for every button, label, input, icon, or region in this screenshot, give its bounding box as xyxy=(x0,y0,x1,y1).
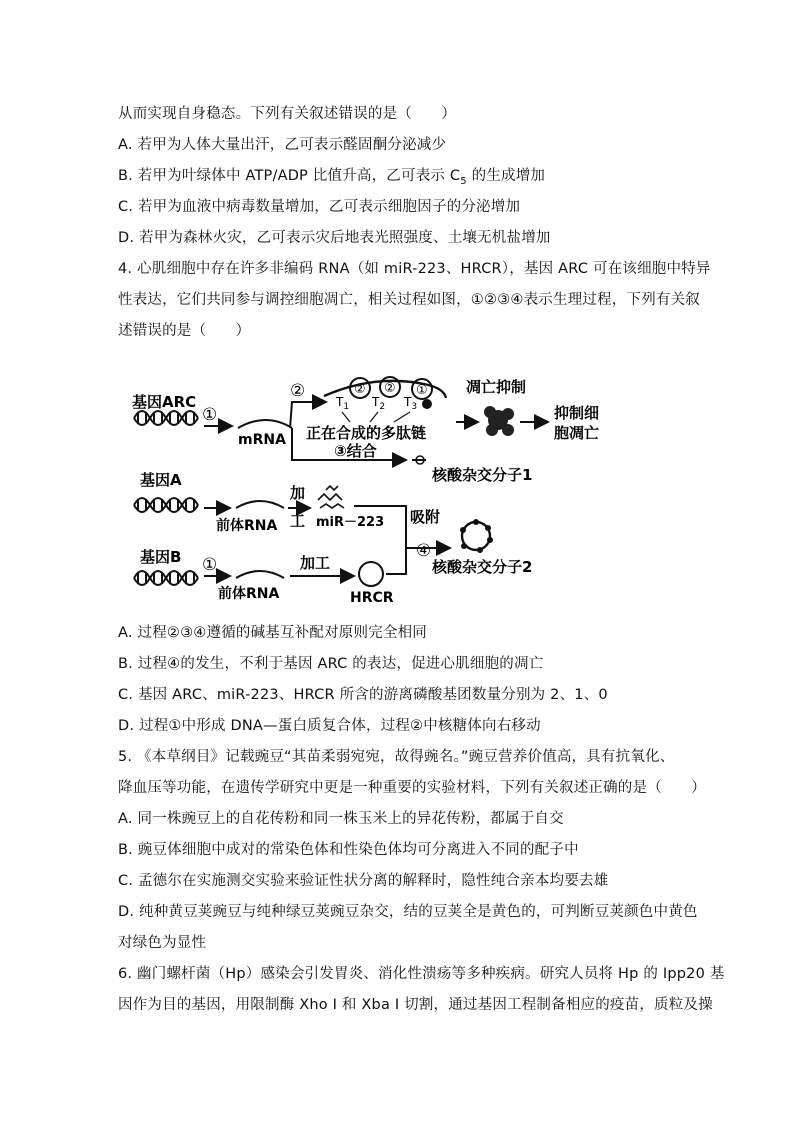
inhibit-apoptosis-line1: 抑制细 xyxy=(554,404,600,422)
q3-option-c: C. 若甲为血液中病毒数量增加，乙可表示细胞因子的分泌增加 xyxy=(118,199,521,215)
dna-helix-a-icon xyxy=(134,498,198,512)
nascent-chain-label: 正在合成的多肽链 xyxy=(306,424,427,442)
q3-option-a: A. 若甲为人体大量出汗，乙可表示醛固酮分泌减少 xyxy=(118,137,447,153)
q6-stem-line-1: 6. 幽门螺杆菌（Hp）感染会引发胃炎、消化性溃疡等多种疾病。研究人员将 Hp 的 Ipp20 基 xyxy=(118,966,725,982)
dna-helix-b-icon xyxy=(134,571,198,585)
gene-a-label: 基因A xyxy=(140,471,182,489)
process-a-label-1: 加 xyxy=(290,484,306,502)
t2-label: $T_2$ xyxy=(372,395,386,412)
ribosome-3-label: ① xyxy=(416,383,428,398)
t3-label: $T_3$ xyxy=(404,395,418,412)
mrna-label: mRNA xyxy=(238,432,286,448)
ribosome-2-label: ② xyxy=(384,381,396,396)
mrna-strand xyxy=(238,420,292,428)
q4-option-b: B. 过程④的发生，不利于基因 ARC 的表达，促进心肌细胞的凋亡 xyxy=(118,656,544,672)
pre-rna-b-strand xyxy=(236,571,284,578)
hrcr-circle-icon xyxy=(359,562,383,586)
intro-tail: 从而实现自身稳态。下列有关叙述错误的是（ ） xyxy=(118,106,457,122)
t1-pointer xyxy=(342,412,350,422)
t2-pointer xyxy=(370,412,378,422)
mir-223-label: miR－223 xyxy=(316,515,385,530)
q5-option-a: A. 同一株豌豆上的自花传粉和同一株玉米上的异花传粉，都属于自交 xyxy=(118,811,564,827)
q3-option-b: B. 若甲为叶绿体中 ATP/ADP 比值升高，乙可表示 $C_5$ 的生成增加 xyxy=(118,168,546,187)
pre-rna-b-label: 前体RNA xyxy=(218,586,280,602)
protein-blob-icon xyxy=(484,406,514,436)
pre-rna-a-label: 前体RNA xyxy=(216,518,278,534)
q6-stem-line-2: 因作为目的基因，用限制酶 Xho I 和 Xba I 切割，通过基因工程制备相应的疫苗，质粒及操 xyxy=(118,997,713,1013)
step4-label: ④ xyxy=(416,541,432,561)
hrcr-label: HRCR xyxy=(350,590,394,606)
q5-option-b: B. 豌豆体细胞中成对的常染色体和性染色体均可分离进入不同的配子中 xyxy=(118,842,579,858)
process-b-label: 加工 xyxy=(300,554,331,572)
q5-stem-line-1: 5. 《本草纲目》记载豌豆“其苗柔弱宛宛，故得豌名。”豌豆营养价值高，具有抗氧化、 xyxy=(118,749,675,765)
q5-option-d: D. 纯种黄豆荚豌豆与纯种绿豆荚豌豆杂交，结的豆荚全是黄色的，可判断豆荚颜色中黄色 xyxy=(118,904,698,920)
step2-label: ② xyxy=(290,381,306,401)
q4-stem-line-2: 性表达，它们共同参与调控细胞凋亡，相关过程如图，①②③④表示生理过程，下列有关叙 xyxy=(118,292,700,308)
q5-option-c: C. 孟德尔在实施测交实验来验证性状分离的解释时，隐性纯合亲本均要去雄 xyxy=(118,873,609,889)
step1-label: ① xyxy=(202,405,218,425)
q5-stem-line-2: 降血压等功能，在遗传学研究中更是一种重要的实验材料，下列有关叙述正确的是（ ） xyxy=(118,780,706,796)
hrcr-connector xyxy=(386,546,406,574)
hybrid1-label: 核酸杂交分子1 xyxy=(432,466,533,484)
mir-223-icon xyxy=(318,486,344,508)
q4-diagram xyxy=(120,360,630,610)
q4-option-a: A. 过程②③④遵循的碱基互补配对原则完全相同 xyxy=(118,625,427,641)
t3-pointer xyxy=(394,412,410,422)
q4-stem-line-3: 述错误的是（ ） xyxy=(118,323,251,339)
q4-option-d: D. 过程①中形成 DNA—蛋白质复合体，过程②中核糖体向右移动 xyxy=(118,718,541,734)
q4-option-c: C. 基因 ARC、miR-223、HRCR 所含的游离磷酸基团数量分别为 2、1、0 xyxy=(118,687,608,703)
hybrid2-icon xyxy=(460,519,493,553)
process-a-label-2: 工 xyxy=(290,512,306,530)
q5-option-d-continued: 对绿色为显性 xyxy=(118,935,207,951)
gene-arc-label: 基因ARC xyxy=(132,393,197,411)
step1b-label: ① xyxy=(202,555,218,575)
apoptosis-inhibitor-label: 凋亡抑制 xyxy=(466,378,527,396)
hybrid2-label: 核酸杂交分子2 xyxy=(432,558,533,576)
adsorb-label: 吸附 xyxy=(410,508,441,526)
hybrid1-icon xyxy=(412,456,426,464)
inhibit-apoptosis-line2: 胞凋亡 xyxy=(554,424,600,442)
q3-option-d: D. 若甲为森林火灾，乙可表示灾后地表光照强度、土壤无机盐增加 xyxy=(118,230,551,246)
step3-label: ③结合 xyxy=(334,442,377,460)
dna-helix-arc-icon xyxy=(134,411,198,425)
t1-label: $T_1$ xyxy=(336,395,350,412)
gene-b-label: 基因B xyxy=(140,548,182,566)
q4-stem-line-1: 4. 心肌细胞中存在许多非编码 RNA（如 miR-223、HRCR），基因 ARC 可在该细胞中特异 xyxy=(118,261,711,277)
ribosome-1-label: ② xyxy=(354,382,366,397)
pre-rna-a-strand xyxy=(236,501,284,508)
